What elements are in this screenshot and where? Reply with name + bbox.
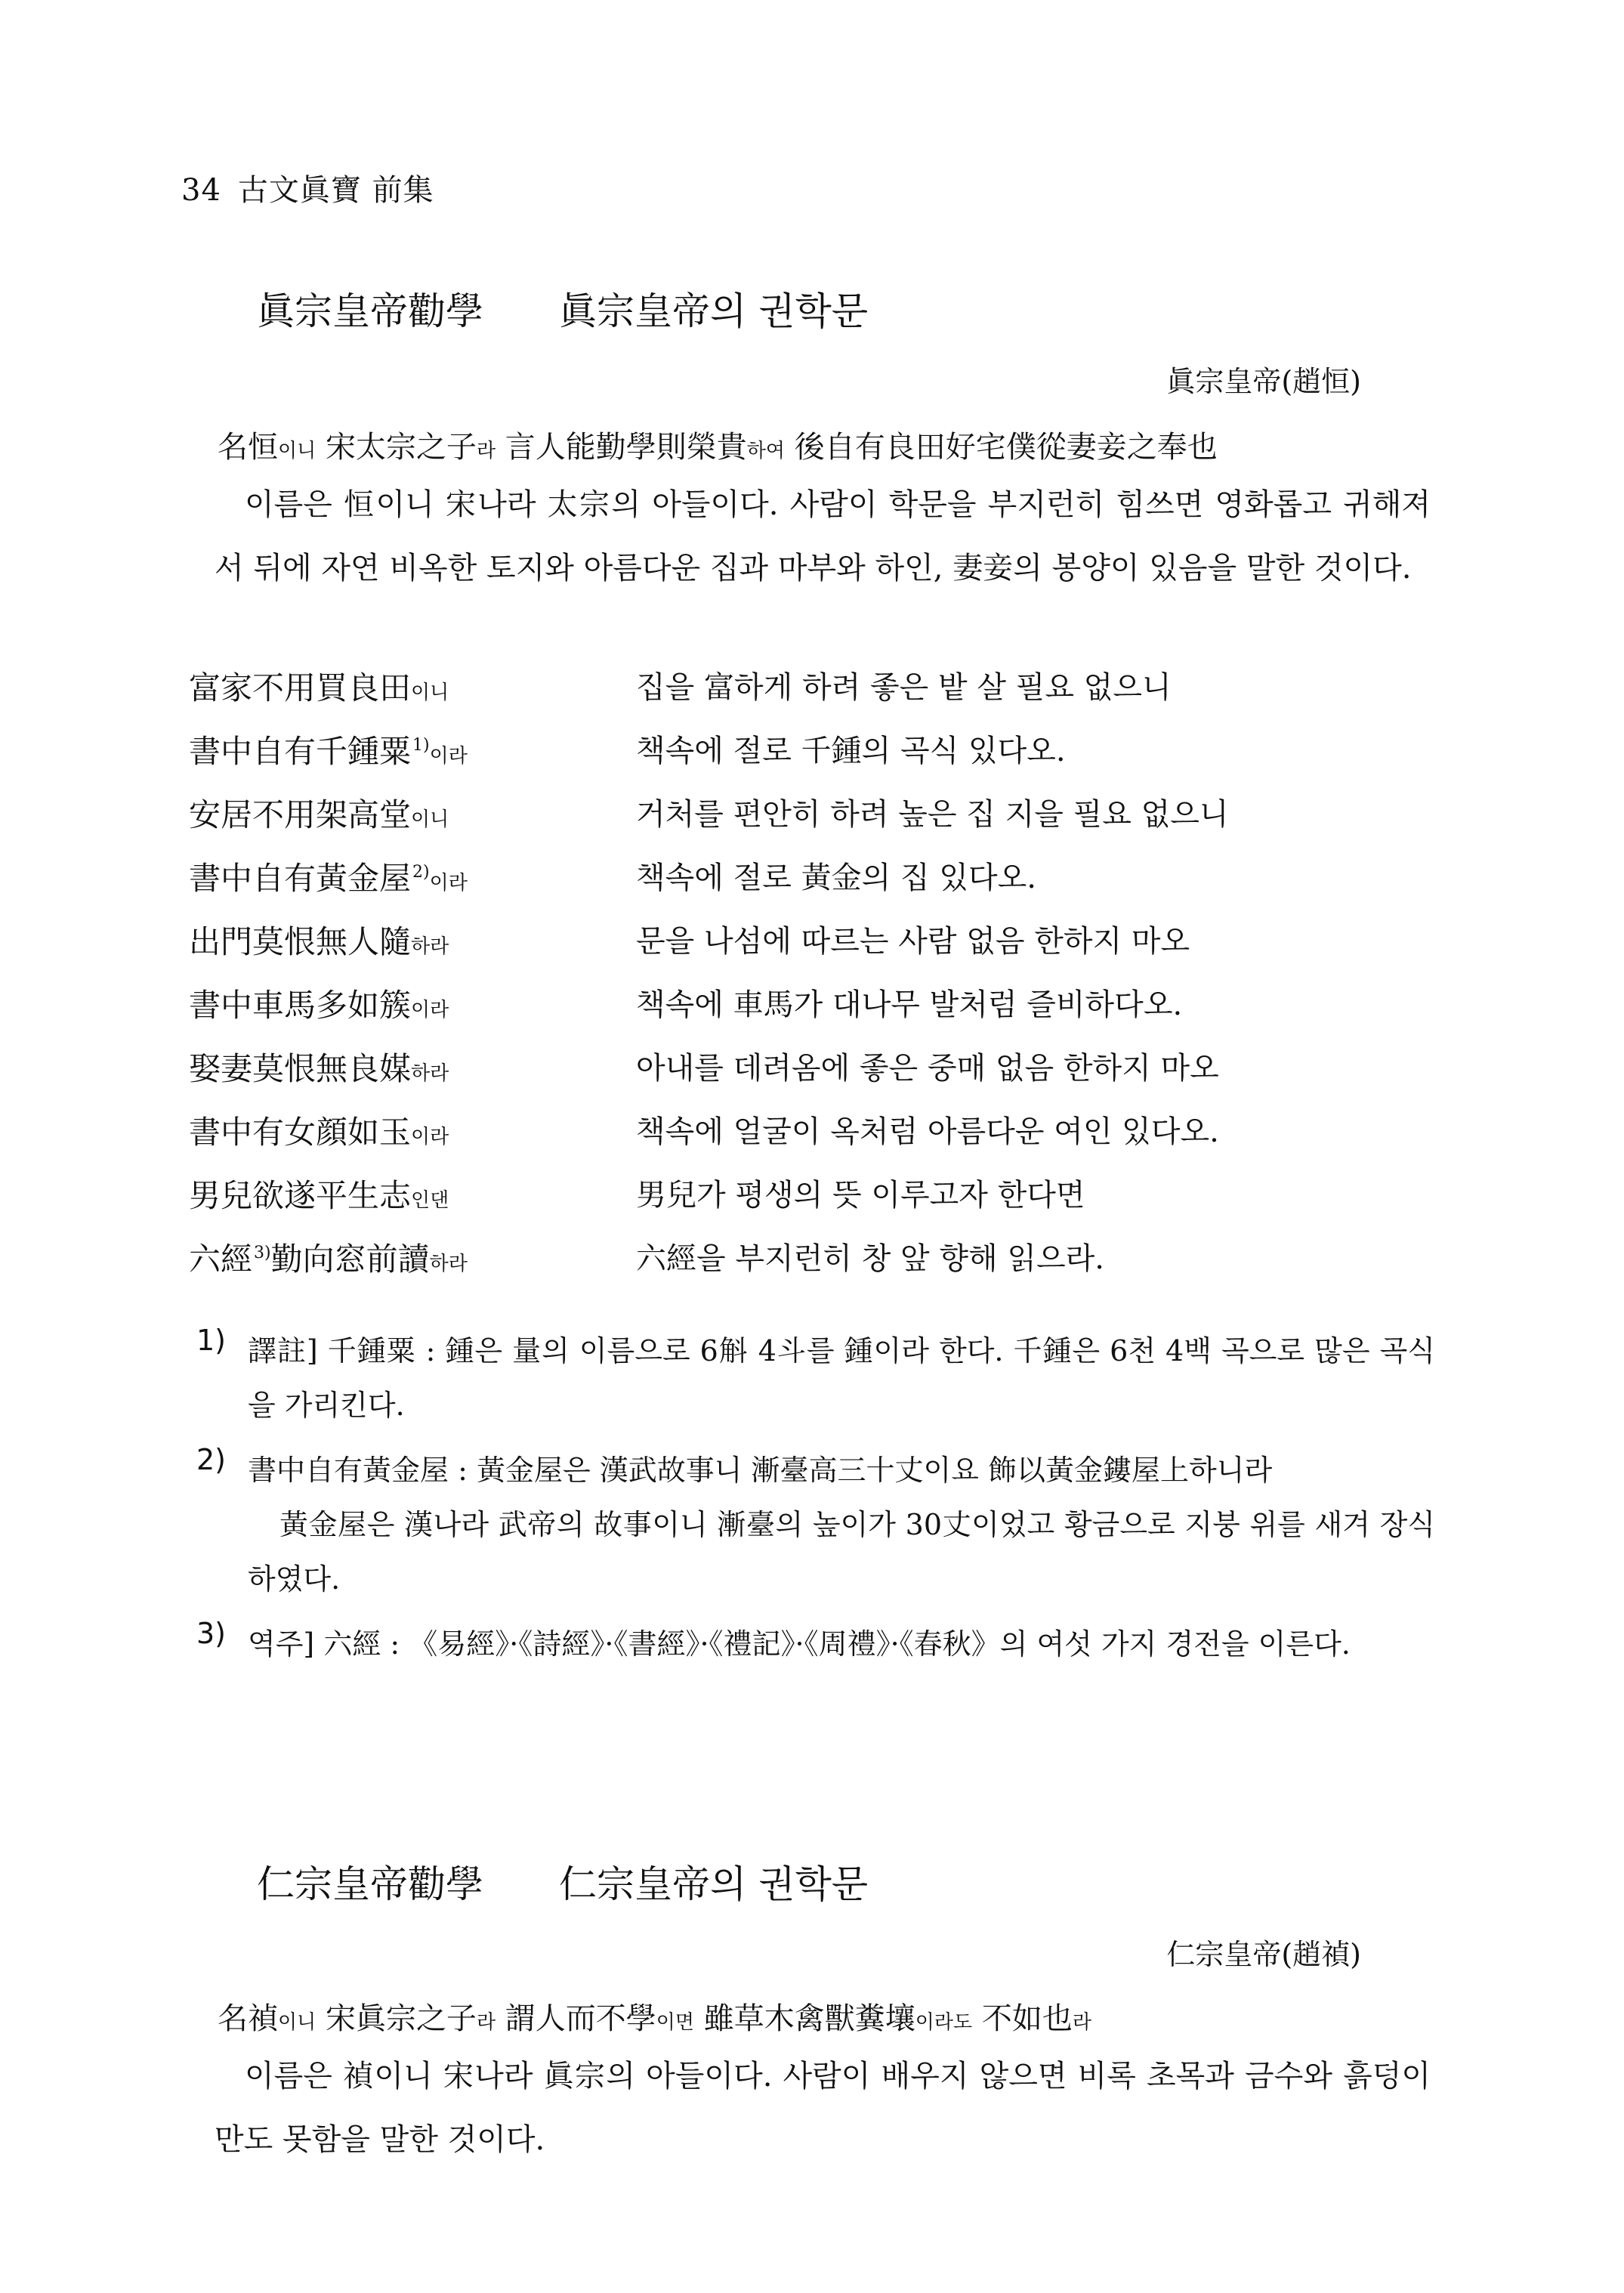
section1-translation: 이름은 恒이니 宋나라 太宗의 아들이다. 사람이 학문을 부지런히 힘쓰면 영화롭고 귀해져서 뒤에 자연 비옥한 토지와 아름다운 집과 마부와 하인, 妻妾의 봉양이 있음을 말한 것이다. [215, 487, 1431, 586]
poem-hanja-text: 出門莫恨無人隨 [189, 923, 412, 960]
page-number: 34 [181, 173, 221, 208]
footnote-marker: 2) [412, 863, 430, 882]
footnote-text: 역주] 六經 : 《易經》·《詩經》·《書經》·《禮記》·《周禮》·《春秋》의 여섯 가지 경전을 이른다. [248, 1627, 1351, 1661]
poem-particle: 이니 [411, 808, 449, 831]
poem-korean: 책속에 車馬가 대나무 발처럼 즐비하다오. [636, 987, 1183, 1022]
poem-particle: 이라 [429, 745, 468, 768]
intro-particle: 라 [476, 2011, 496, 2034]
poem-hanja-text: 娶妻莫恨無良媒 [189, 1050, 412, 1087]
intro-text: 名禎 [218, 2001, 278, 2036]
poem-particle: 이니 [411, 681, 449, 704]
section1-author: 眞宗皇帝(趙恒) [1166, 365, 1361, 398]
book-title: 古文眞寶 前集 [237, 173, 434, 208]
footnote-item [196, 1324, 1435, 1432]
poem-particle: 하라 [411, 935, 449, 958]
poem-hanja-text: 書中自有黃金屋 [189, 860, 412, 897]
poem-hanja [189, 790, 449, 836]
poem-hanja-text: 書中有女顔如玉 [189, 1114, 412, 1151]
section2-title [257, 1854, 868, 1908]
poem-korean: 집을 富하게 하려 좋은 밭 살 필요 없으니 [636, 670, 1172, 705]
poem-hanja [189, 981, 449, 1026]
footnote-item [196, 1443, 1435, 1606]
poem-line [189, 663, 1413, 727]
poem-particle: 이라 [411, 999, 449, 1021]
poem-hanja-text: 安居不用架高堂 [189, 796, 412, 833]
poem-hanja-text: 書中自有千鍾粟 [189, 733, 412, 770]
intro-text: 後自有良田好宅僕從妻妾之奉也 [785, 430, 1218, 465]
section1-intro-hanja [218, 423, 1218, 466]
section2-author: 仁宗皇帝(趙禎) [1166, 1938, 1361, 1971]
intro-text: 謂人而不學 [496, 2001, 656, 2036]
intro-text: 宋太宗之子 [316, 430, 477, 465]
poem-korean: 거처를 편안히 하려 높은 집 지을 필요 없으니 [636, 797, 1229, 832]
poem-line [189, 854, 1413, 917]
poem-hanja [189, 854, 468, 899]
intro-particle: 라 [1072, 2011, 1091, 2034]
intro-particle: 이니 [278, 440, 316, 462]
poem-hanja-text: 六經 [189, 1241, 253, 1278]
poem-particle: 하라 [429, 1253, 468, 1275]
footnote-number: 1) [196, 1324, 227, 1357]
footnote-text: 書中自有黃金屋 : 黃金屋은 漢武故事니 漸臺高三十丈이요 飾以黃金鏤屋上하니라 [248, 1454, 1273, 1487]
footnotes [196, 1324, 1435, 1682]
poem-line [189, 1235, 1413, 1298]
footnote-marker: 1) [412, 736, 430, 755]
intro-text: 雖草木禽獸糞壤 [694, 2001, 915, 2036]
section2-intro-hanja [218, 1995, 1091, 2038]
poem-hanja-text: 男兒欲遂平生志 [189, 1177, 412, 1214]
intro-text: 名恒 [218, 430, 278, 465]
section1-title-korean: 眞宗皇帝의 권학문 [559, 289, 869, 333]
poem-hanja [189, 1108, 449, 1153]
intro-text: 不如也 [972, 2001, 1073, 2036]
footnote-item [196, 1617, 1435, 1671]
poem-hanja [189, 1044, 449, 1089]
poem-korean: 男兒가 평생의 뜻 이루고자 한다면 [636, 1178, 1085, 1213]
poem-line [189, 917, 1413, 981]
intro-particle: 하여 [746, 440, 786, 462]
poem-line [189, 1044, 1413, 1108]
poem-hanja-text: 勤向窓前讀 [270, 1241, 430, 1278]
poem-particle: 이라 [411, 1126, 449, 1148]
poem-hanja [189, 917, 449, 963]
poem-korean: 아내를 데려옴에 좋은 중매 없음 한하지 마오 [636, 1051, 1219, 1086]
intro-particle: 이라도 [915, 2011, 973, 2034]
poem-line [189, 790, 1413, 854]
poem-hanja [189, 1171, 449, 1216]
poem-line [189, 727, 1413, 790]
poem-hanja-text: 富家不用買良田 [189, 669, 412, 706]
section1-title [257, 281, 868, 335]
intro-text: 言人能勤學則榮貴 [496, 430, 747, 465]
poem-korean: 六經을 부지런히 창 앞 향해 읽으라. [636, 1241, 1104, 1276]
poem-korean: 책속에 얼굴이 옥처럼 아름다운 여인 있다오. [636, 1114, 1219, 1149]
section2-title-korean: 仁宗皇帝의 권학문 [559, 1862, 869, 1906]
poem-korean: 책속에 절로 黃金의 집 있다오. [636, 861, 1036, 895]
poem-hanja-text: 書中車馬多如簇 [189, 987, 412, 1024]
poem-hanja [189, 727, 468, 772]
poem-hanja [189, 1235, 468, 1280]
footnote-number: 3) [196, 1617, 227, 1650]
footnote-text: 譯註] 千鍾粟 : 鍾은 量의 이름으로 6斛 4斗를 鍾이라 한다. 千鍾은 6천 4백 곡으로 많은 곡식을 가리킨다. [248, 1334, 1435, 1422]
footnote-marker: 3) [254, 1244, 271, 1262]
footnote-subtext: 黃金屋은 漢나라 武帝의 故事이니 漸臺의 높이가 30丈이었고 황금으로 지붕 위를 새겨 장식하였다. [248, 1508, 1435, 1596]
poem-particle: 하라 [411, 1062, 449, 1085]
poem-hanja [189, 663, 449, 709]
section1-title-hanja: 眞宗皇帝勸學 [257, 289, 483, 333]
page-header [181, 166, 434, 209]
poem-line [189, 1108, 1413, 1171]
poem-particle: 이라 [429, 872, 468, 895]
intro-particle: 이니 [278, 2011, 316, 2034]
section2-translation: 이름은 禎이니 宋나라 眞宗의 아들이다. 사람이 배우지 않으면 비록 초목과 금수와 흙덩이만도 못함을 말한 것이다. [215, 2059, 1431, 2157]
section1-poem [189, 663, 1413, 1298]
poem-line [189, 1171, 1413, 1235]
footnote-number: 2) [196, 1443, 227, 1476]
section2-title-hanja: 仁宗皇帝勸學 [257, 1862, 483, 1906]
poem-particle: 인댄 [411, 1189, 449, 1212]
intro-particle: 라 [476, 440, 496, 462]
intro-particle: 이면 [656, 2011, 695, 2034]
poem-line [189, 981, 1413, 1044]
poem-korean: 문을 나섬에 따르는 사람 없음 한하지 마오 [636, 924, 1190, 959]
poem-korean: 책속에 절로 千鍾의 곡식 있다오. [636, 734, 1066, 768]
intro-text: 宋眞宗之子 [316, 2001, 477, 2036]
